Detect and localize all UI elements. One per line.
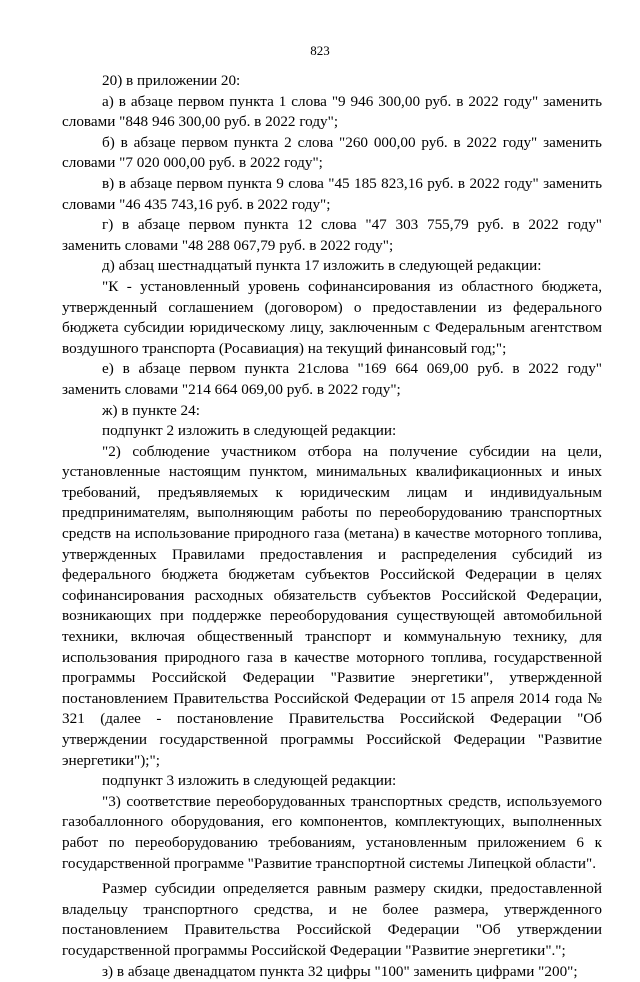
text-line: государственной программе "Развитие транспортной системы Липецкой области". [62,854,597,872]
text-line: постановлением Правительства Российской Федерации "Об утверждении [62,921,602,939]
text-line: б) в абзаце первом пункта 2 слова "260 000,00 руб. в 2022 году" заменить [102,133,602,151]
text-line: энергетики");"; [62,751,160,769]
text-line: заменить словами "48 288 067,79 руб. в 2022 году"; [62,236,394,254]
text-line: программы Российской Федерации "Развитие энергетики", утвержденной [62,669,602,687]
text-line: использования природного газа в качестве моторного топлива, государственной [62,648,602,666]
text-line: заменить словами "214 664 069,00 руб. в 2022 году"; [62,380,401,398]
text-line: утверждении государственной программы Российской Федерации "Развитие [62,731,602,748]
text-line: софинансирования расходных обязательств субъектов Российской Федерации, [62,586,602,604]
text-line: е) в абзаце первом пункта 21слова "169 664 069,00 руб. в 2022 году" [102,360,602,378]
text-line: газобаллонного оборудования, его компонентов, комплектующих, выполненных [62,813,602,831]
text-line: работ по переоборудованию требованиям, установленным приложением 6 к [62,833,602,851]
text-line: установленные настоящим пунктом, минимальных квалификационных и иных [62,463,602,481]
text-line: словами "848 946 300,00 руб. в 2022 году"; [62,113,339,131]
text-line: словами "7 020 000,00 руб. в 2022 году"; [62,154,323,172]
text-line: владельцу транспортного средства, и не более размера, утвержденного [62,900,602,918]
text-line: постановлением Правительства Российской Федерации от 15 апреля 2014 года № [62,689,602,707]
text-line: государственной программы Российской Федерации "Развитие энергетики"."; [62,941,566,959]
text-line: воздушного транспорта (Росавиация) на текущий финансовый год;"; [62,339,507,357]
text-line: в) в абзаце первом пункта 9 слова "45 185 823,16 руб. в 2022 году" заменить [102,174,602,192]
text-line: ж) в пункте 24: [102,401,200,419]
text-line: техники, включая общественный транспорт и коммунальную технику, для [62,628,602,646]
text-line: 20) в приложении 20: [102,72,241,89]
document-body [62,71,602,982]
text-line: подпункт 3 изложить в следующей редакции: [102,772,397,790]
page-number: 823 [310,43,330,58]
text-line: утвержденных Правилами предоставления и распределения субсидий из [62,545,602,563]
text-line: утвержденный соглашением (договором) о предоставлении из федерального [62,298,602,316]
text-line: а) в абзаце первом пункта 1 слова "9 946 300,00 руб. в 2022 году" заменить [102,92,602,110]
text-line: з) в абзаце двенадцатом пункта 32 цифры "100" заменить цифрами "200"; [102,962,578,980]
text-line: требований, предъявляемых к юридическим лицам и индивидуальным [62,483,602,501]
text-line: "3) соответствие переоборудованных транспортных средств, используемого [102,792,602,810]
text-line: возникающих при поддержке переоборудования существующей автомобильной [62,607,602,625]
text-line: 321 (далее - постановление Правительства Российской Федерации "Об [62,710,602,728]
text-line: "2) соблюдение участником отбора на получение субсидии на цели, [102,442,602,460]
text-line: предпринимателям, выполняющим работы по переоборудованию транспортных [62,504,602,522]
text-line: д) абзац шестнадцатый пункта 17 изложить в следующей редакции: [102,257,542,275]
text-line: подпункт 2 изложить в следующей редакции: [102,422,397,440]
text-line: бюджета субсидии юридическому лицу, заключенным с Федеральным агентством [62,319,602,337]
text-line: федерального бюджета бюджетам субъектов Российской Федерации в целях [62,566,602,584]
text-line: Размер субсидии определяется равным размеру скидки, предоставленной [102,880,602,898]
text-line: словами "46 435 743,16 руб. в 2022 году"; [62,195,331,213]
text-line: средств на использование природного газа (метана) в качестве моторного топлива, [62,525,602,543]
text-line: "К - установленный уровень софинансирования из областного бюджета, [102,277,602,295]
text-line: г) в абзаце первом пункта 12 слова "47 303 755,79 руб. в 2022 году" [102,216,602,234]
